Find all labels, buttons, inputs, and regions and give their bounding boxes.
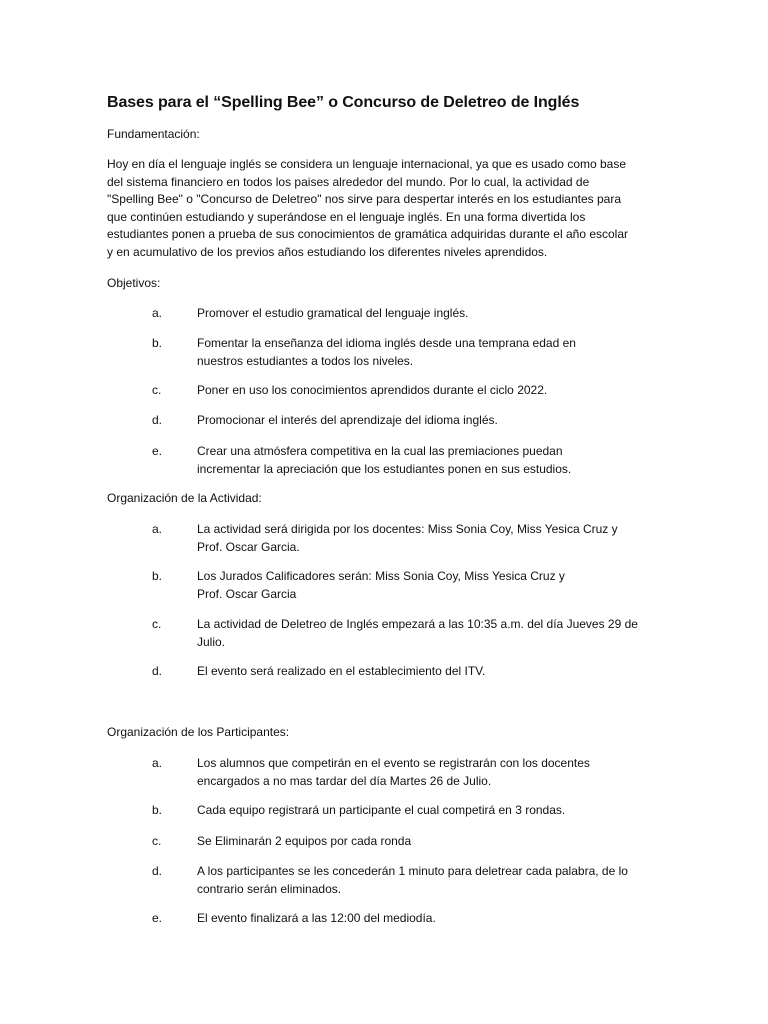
objetivo-item [197,382,547,400]
list-item-line: El evento será realizado en el establecimiento del ITV. [197,664,486,678]
list-item-line: A los participantes se les concederán 1 minuto para deletrear cada palabra, de lo [197,864,628,878]
actividad-item [197,663,485,681]
list-item-line: Los Jurados Calificadores serán: Miss Sonia Coy, Miss Yesica Cruz y [197,569,565,583]
list-item-line: Cada equipo registrará un participante el cual competirá en 3 rondas. [197,803,566,817]
paragraph-line: estudiantes ponen a prueba de sus conocimientos de gramática adquiridas durante el año escolar [107,227,629,242]
paragraph-line: que continúen estudiando y superándose en el lenguaje inglés. En una forma divertida los [107,209,586,224]
fundamentacion-paragraph [107,156,637,262]
list-item-line: nuestros estudiantes a todos los niveles. [197,353,414,368]
objetivo-item [197,335,576,370]
list-marker: a. [152,522,163,536]
list-item-line: Los alumnos que competirán en el evento se registrarán con los docentes [197,756,590,770]
list-marker: b. [152,803,163,817]
section-heading-objetivos: Objetivos: [107,276,161,290]
list-marker: d. [152,864,163,878]
section-heading-fundamentacion: Fundamentación: [107,127,200,141]
list-marker: e. [152,444,163,458]
list-item-line: Poner en uso los conocimientos aprendidos durante el ciclo 2022. [197,383,548,397]
participantes-item [197,802,565,820]
document-title: Bases para el “Spelling Bee” o Concurso de Deletreo de Inglés [107,94,580,111]
participantes-item [197,833,411,851]
list-item-line: incrementar la apreciación que los estudiantes ponen en sus estudios. [197,461,572,476]
list-marker: c. [152,834,162,848]
list-item-line: Promover el estudio gramatical del lenguaje inglés. [197,306,469,320]
list-marker: e. [152,911,163,925]
paragraph-line: Hoy en día el lenguaje inglés se considera un lenguaje internacional, ya que es usado como base [107,157,627,171]
list-item-line: Crear una atmósfera competitiva en la cual las premiaciones puedan [197,444,563,458]
section-heading-organizacion-participantes: Organización de los Participantes: [107,725,290,739]
list-item-line: El evento finalizará a las 12:00 del mediodía. [197,911,436,925]
list-item-line: Promocionar el interés del aprendizaje del idioma inglés. [197,413,498,427]
participantes-item [197,863,628,898]
list-item-line: Fomentar la enseñanza del idioma inglés desde una temprana edad en [197,336,576,350]
list-marker: a. [152,306,163,320]
paragraph-line: y en acumulativo de los previos años estudiando los diferentes niveles aprendidos. [107,244,548,259]
paragraph-line: "Spelling Bee" o "Concurso de Deletreo" nos sirve para despertar interés en los estudiantes para [107,192,621,207]
actividad-item [197,568,565,603]
list-marker: d. [152,664,163,678]
list-item-line: contrario serán eliminados. [197,881,342,896]
list-marker: a. [152,756,163,770]
participantes-item [197,755,590,790]
list-item-line: La actividad será dirigida por los docentes: Miss Sonia Coy, Miss Yesica Cruz y [197,522,618,536]
actividad-item [197,521,618,556]
list-marker: c. [152,617,162,631]
list-item-line: Julio. [197,634,226,649]
list-item-line: La actividad de Deletreo de Inglés empezará a las 10:35 a.m. del día Jueves 29 de [197,617,638,631]
section-heading-organizacion-actividad: Organización de la Actividad: [107,491,262,505]
participantes-item [197,910,436,928]
list-item-line: Se Eliminarán 2 equipos por cada ronda [197,834,412,848]
objetivo-item [197,305,468,323]
list-marker: b. [152,569,163,583]
list-item-line: encargados a no mas tardar del día Martes 26 de Julio. [197,773,492,788]
list-marker: b. [152,336,163,350]
actividad-item [197,616,638,651]
list-marker: c. [152,383,162,397]
list-item-line: Prof. Oscar Garcia [197,586,297,601]
paragraph-line: del sistema financiero en todos los paises alrededor del mundo. Por lo cual, la actividad de [107,174,590,189]
objetivo-item [197,443,571,478]
list-item-line: Prof. Oscar Garcia. [197,539,300,554]
objetivo-item [197,412,498,430]
list-marker: d. [152,413,163,427]
